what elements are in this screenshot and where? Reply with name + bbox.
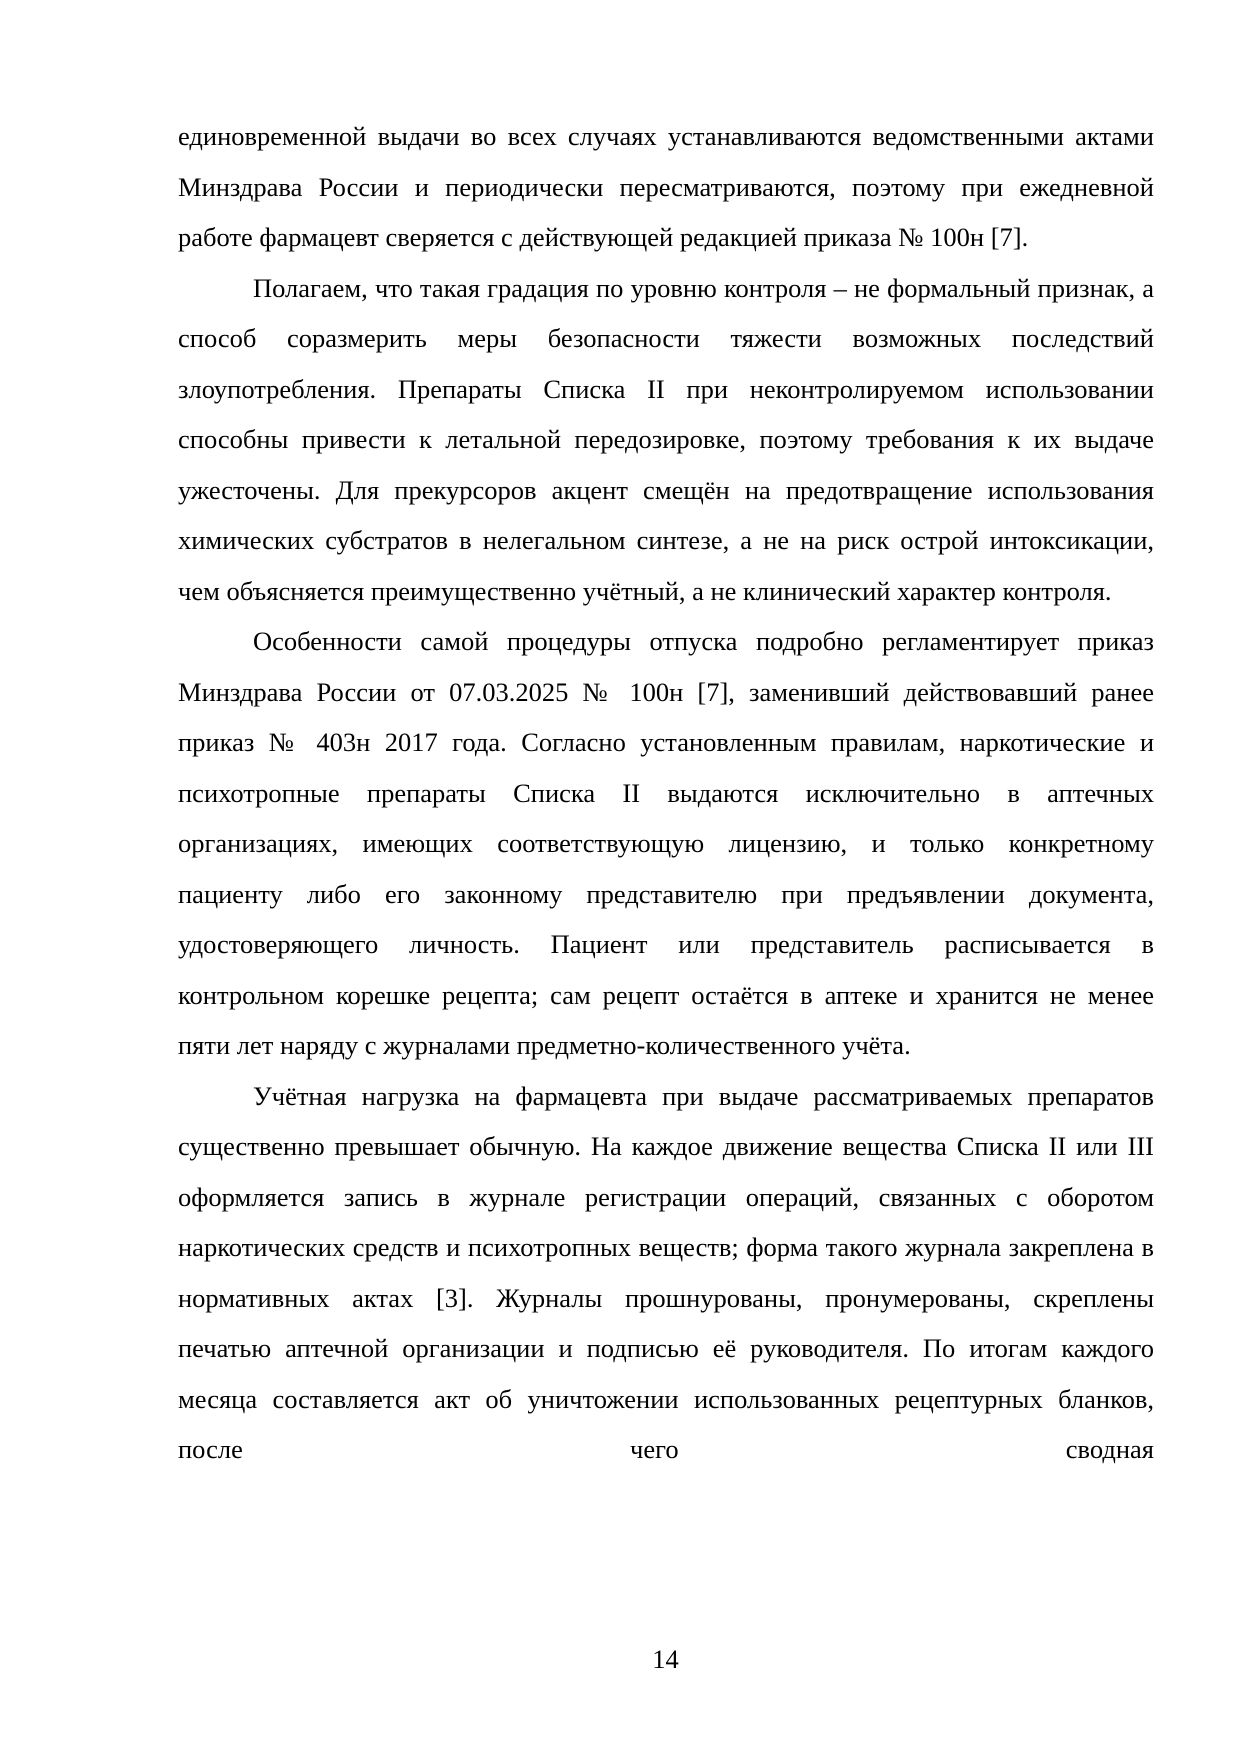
paragraph-3: Особенности самой процедуры отпуска подробно регламентирует приказ Минздрава России от 07.03.2025 № 100н [7], заменивший действовавший ранее приказ № 403н 2017 года. Согласно установленным правилам, наркотические и психотропные препараты Списка II выдаются исключительно в аптечных организациях, имеющих соответствующую лицензию, и только конкретному пациенту либо его законному представителю при предъявлении документа, удостоверяющего личность. Пациент или представитель расписывается в контрольном корешке рецепта; сам рецепт остаётся в аптеке и хранится не менее пяти лет наряду с журналами предметно-количественного учёта. bbox=[178, 626, 1154, 1060]
paragraph-4: Учётная нагрузка на фармацевта при выдаче рассматриваемых препаратов существенно превышает обычную. На каждое движение вещества Списка II или III оформляется запись в журнале регистрации операций, связанных с оборотом наркотических средств и психотропных веществ; форма такого журнала закреплена в нормативных актах [3]. Журналы прошнурованы, пронумерованы, скреплены печатью аптечной организации и подписью её руководителя. По итогам каждого месяца составляется акт об уничтожении использованных рецептурных бланков, после чего сводная bbox=[178, 1080, 1154, 1464]
body-text bbox=[178, 111, 1154, 1475]
paragraph-1: единовременной выдачи во всех случаях устанавливаются ведомственными актами Минздрава России и периодически пересматриваются, поэтому при ежедневной работе фармацевт сверяется с действующей редакцией приказа № 100н [7]. bbox=[178, 121, 1154, 252]
page-number: 14 bbox=[652, 1644, 679, 1674]
paragraph-2: Полагаем, что такая градация по уровню контроля – не формальный признак, а способ соразмерить меры безопасности тяжести возможных последствий злоупотребления. Препараты Списка II при неконтролируемом использовании способны привести к летальной передозировке, поэтому требования к их выдаче ужесточены. Для прекурсоров акцент смещён на предотвращение использования химических субстратов в нелегальном синтезе, а не на риск острой интоксикации, чем объясняется преимущественно учётный, а не клинический характер контроля. bbox=[178, 272, 1154, 606]
